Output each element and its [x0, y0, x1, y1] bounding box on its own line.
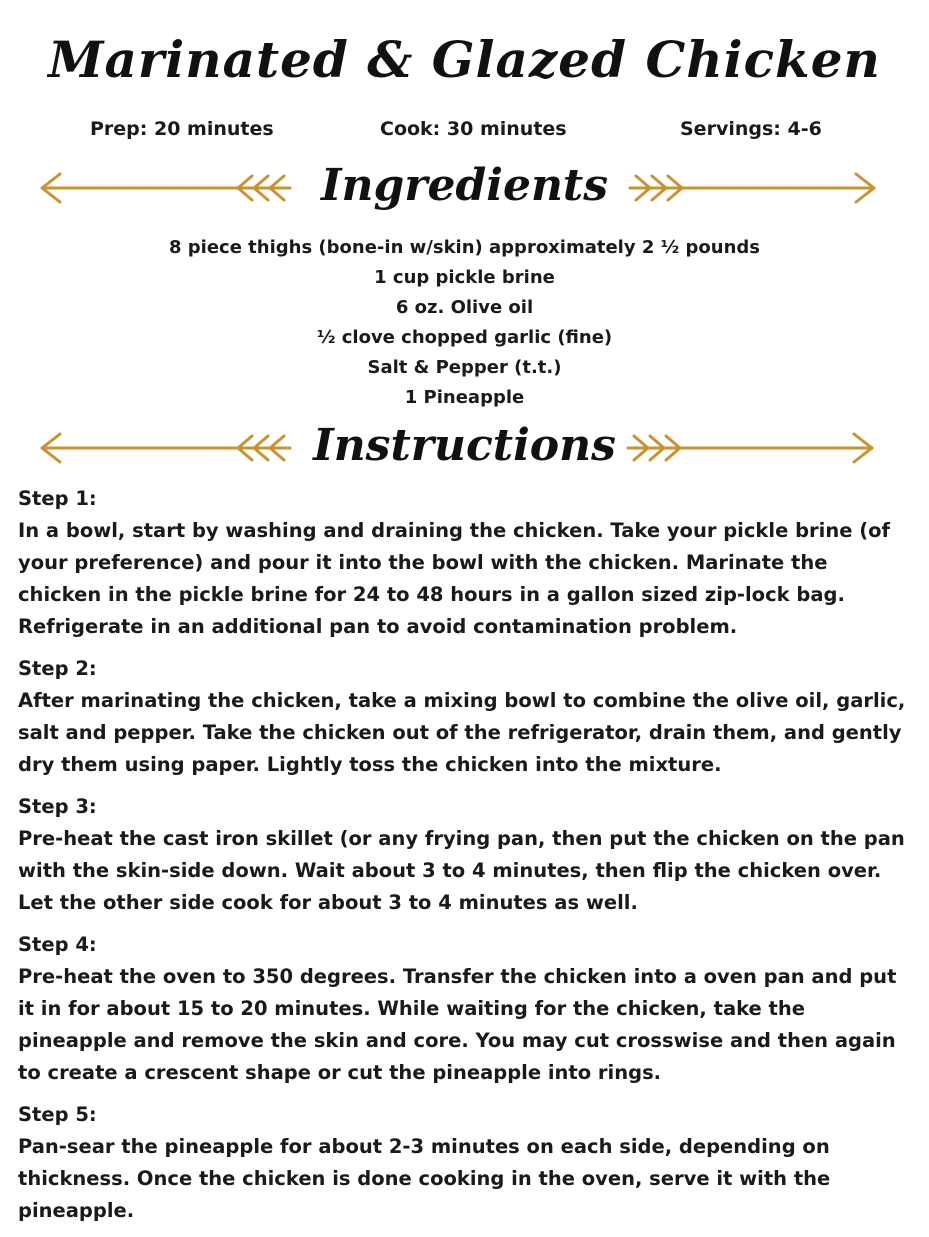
step-text: Pan-sear the pineapple for about 2-3 minutes on each side, depending on thickness. Once the chicken is done cooking in the oven, serve it with the pineapple. — [18, 1135, 831, 1222]
step-label: Step 1: — [18, 487, 97, 510]
ingredient-list — [0, 233, 929, 413]
instructions-heading: Instructions — [313, 420, 616, 471]
instructions-header — [0, 420, 929, 480]
ingredient-item: 6 oz. Olive oil — [395, 297, 534, 318]
servings: Servings: 4-6 — [680, 118, 822, 140]
step-block — [18, 1099, 913, 1227]
step-block — [18, 791, 913, 919]
step-text: Pre-heat the cast iron skillet (or any frying pan, then put the chicken on the pan with the skin-side down. Wait about 3 to 4 minutes, then flip the chicken over. Let the other side cook for about 3 to 4 minutes as well. — [18, 827, 905, 914]
ingredient-item: 1 Pineapple — [404, 387, 525, 408]
right-arrow-icon — [622, 170, 882, 206]
ingredients-header — [0, 160, 929, 220]
ingredient-item: Salt & Pepper (t.t.) — [367, 357, 562, 378]
ingredient-item: 8 piece thighs (bone-in w/skin) approximately 2 ½ pounds — [168, 237, 761, 258]
ingredients-heading: Ingredients — [320, 160, 609, 211]
step-label: Step 5: — [18, 1103, 97, 1126]
step-label: Step 3: — [18, 795, 97, 818]
right-arrow-icon — [620, 430, 880, 466]
step-block — [18, 483, 913, 643]
recipe-title: Marinated & Glazed Chicken — [48, 30, 881, 89]
step-text: After marinating the chicken, take a mixing bowl to combine the olive oil, garlic, salt and pepper. Take the chicken out of the refrigerator, drain them, and gently dry them using paper. Lightly toss the chicken into the mixture. — [18, 689, 906, 776]
ingredient-item: 1 cup pickle brine — [374, 267, 555, 288]
step-label: Step 4: — [18, 933, 97, 956]
step-block — [18, 653, 913, 781]
prep-time: Prep: 20 minutes — [90, 118, 274, 140]
step-text: In a bowl, start by washing and draining the chicken. Take your pickle brine (of your preference) and pour it into the bowl with the chicken. Marinate the chicken in the pickle brine for 24 to 48 hours in a gallon sized zip-lock bag. Refrigerate in an additional pan to avoid contamination problem. — [18, 519, 891, 638]
step-text: Pre-heat the oven to 350 degrees. Transfer the chicken into a oven pan and put it in for about 15 to 20 minutes. While waiting for the chicken, take the pineapple and remove the skin and core. You may cut crosswise and then again to create a crescent shape or cut the pineapple into rings. — [18, 965, 897, 1084]
step-label: Step 2: — [18, 657, 97, 680]
instruction-steps — [18, 483, 913, 1237]
ingredient-item: ½ clove chopped garlic (fine) — [316, 327, 613, 348]
cook-time: Cook: 30 minutes — [380, 118, 567, 140]
step-block — [18, 929, 913, 1089]
